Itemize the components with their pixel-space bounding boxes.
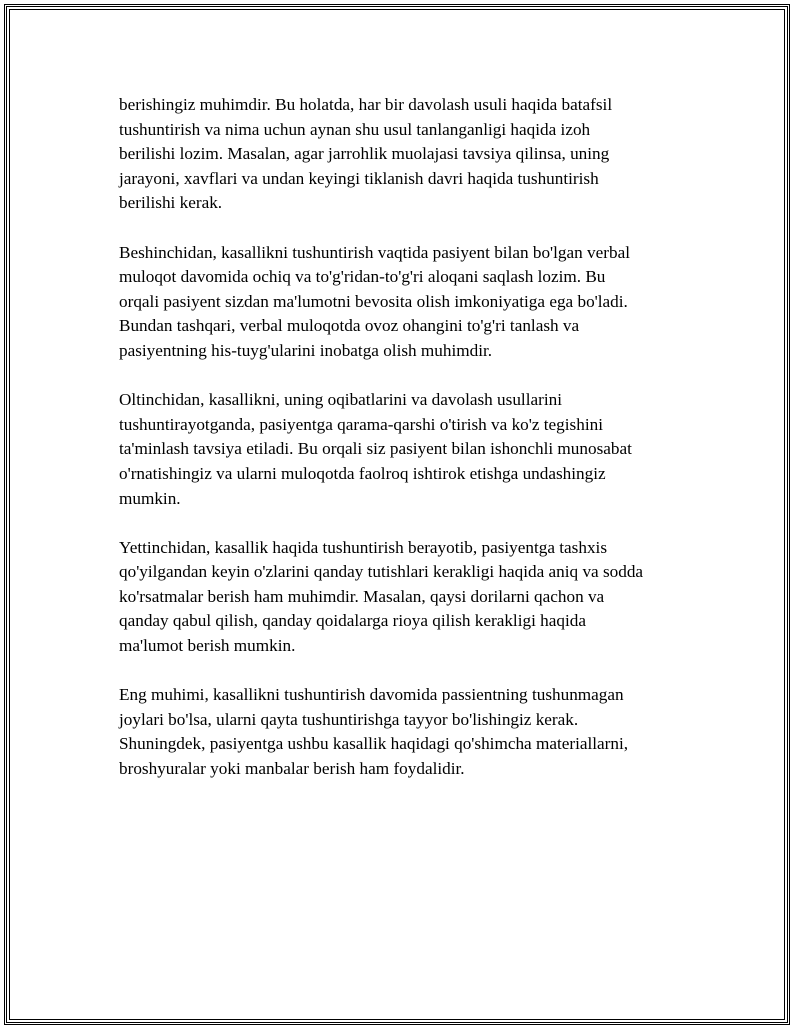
paragraph-3: Oltinchidan, kasallikni, uning oqibatlarini va davolash usullarini tushuntirayotganda, pasiyentga qarama-qarshi o'tirish va ko'z tegishini ta'minlash tavsiya etiladi. Bu orqali siz pasiyent bilan ishonchli munosabat o'rnatishingiz va ularni muloqotda faolroq ishtirok etishga undashingiz mumkin. [119, 390, 632, 508]
paragraph-2: Beshinchidan, kasallikni tushuntirish vaqtida pasiyent bilan bo'lgan verbal muloqot davomida ochiq va to'g'ridan-to'g'ri aloqani saqlash lozim. Bu orqali pasiyent sizdan ma'lumotni bevosita olish imkoniyatiga ega bo'ladi. Bundan tashqari, verbal muloqotda ovoz ohangini to'g'ri tanlash va pasiyentning his-tuyg'ularini inobatga olish muhimdir. [119, 242, 630, 360]
paragraph-4: Yettinchidan, kasallik haqida tushuntirish berayotib, pasiyentga tashxis qo'yilgandan keyin o'zlarini qanday tutishlari kerakligi haqida aniq va sodda ko'rsatmalar berish ham muhimdir. Masalan, qaysi dorilarni qachon va qanday qabul qilish, qanday qoidalarga rioya qilish kerakligi haqida ma'lumot berish mumkin. [119, 537, 644, 656]
paragraph-5: Eng muhimi, kasallikni tushuntirish davomida passientning tushunmagan joylari bo'lsa, ularni qayta tushuntirishga tayyor bo'lishingiz kerak. Shuningdek, pasiyentga ushbu kasallik haqidagi qo'shimcha materiallarni, broshyuralar yoki manbalar berish ham foydalidir. [119, 685, 629, 779]
document-body [119, 93, 694, 806]
paragraph-1: berishingiz muhimdir. Bu holatda, har bir davolash usuli haqida batafsil tushuntirish va nima uchun aynan shu usul tanlanganligi haqida izoh berilishi lozim. Masalan, agar jarrohlik muolajasi tavsiya qilinsa, uning jarayoni, xavflari va undan keyingi tiklanish davri haqida tushuntirish berilishi kerak. [119, 95, 613, 213]
